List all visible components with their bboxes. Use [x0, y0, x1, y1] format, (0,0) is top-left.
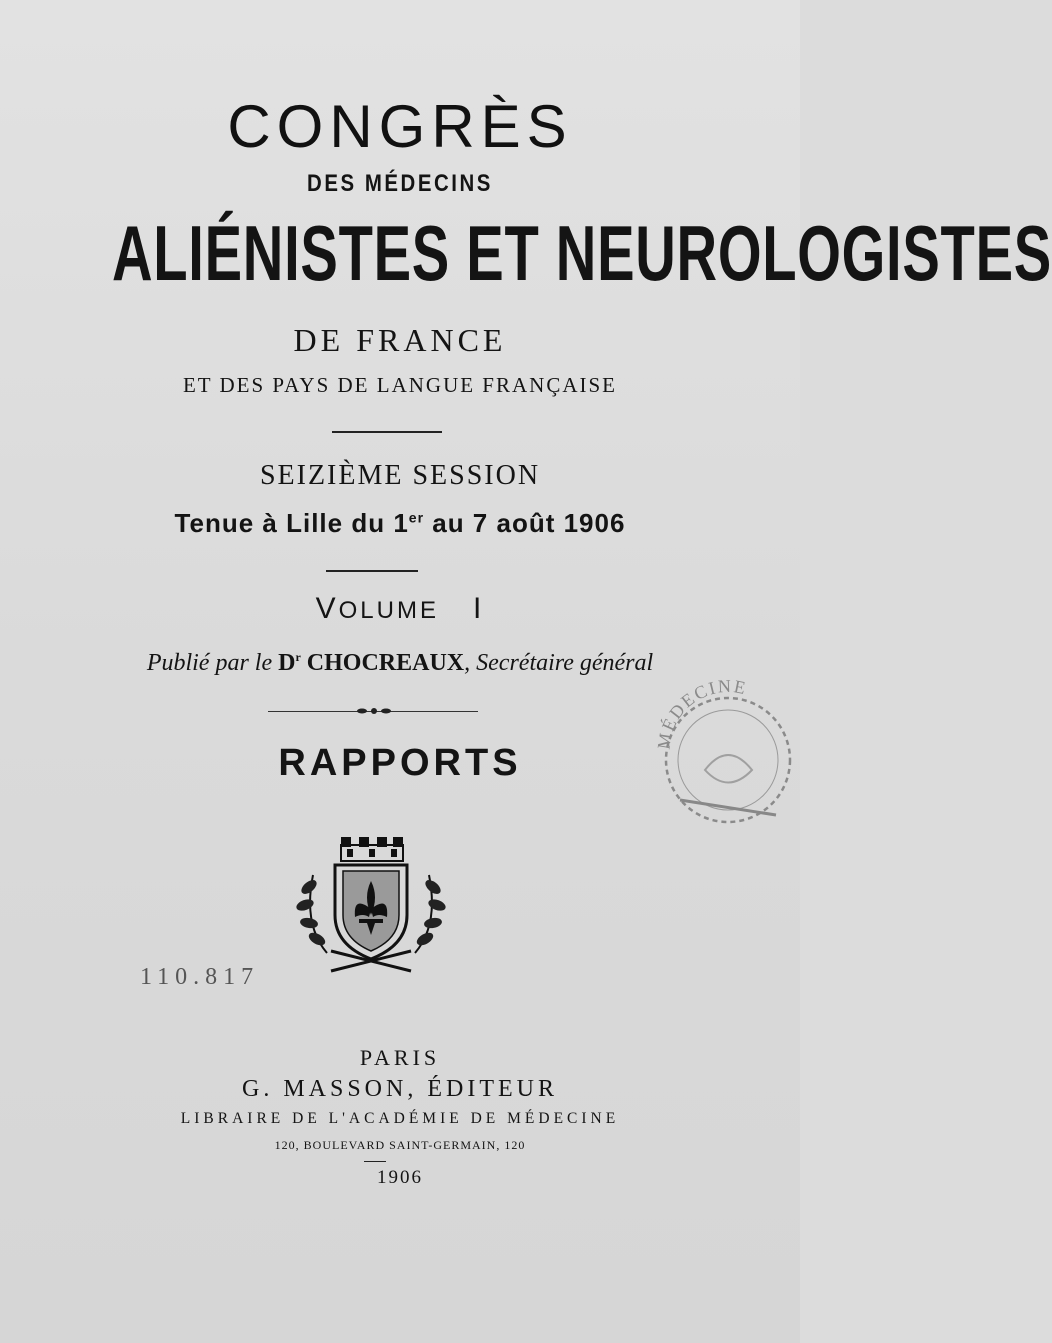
alienistes-neurologistes-title: ALIÉNISTES ET NEUROLOGISTES — [112, 209, 1052, 297]
publie-suffix: , Secrétaire général — [464, 650, 654, 676]
tenue-line — [0, 508, 800, 539]
volume-initial: V — [315, 592, 339, 625]
imprint-address: 120, BOULEVARD SAINT-GERMAIN, 120 — [274, 1138, 526, 1152]
volume-number: I — [473, 592, 485, 625]
tenue-superscript: er — [408, 509, 425, 526]
langue-francaise-line: ET DES PAYS DE LANGUE FRANÇAISE — [182, 373, 618, 397]
divider-rule — [364, 1161, 386, 1162]
publie-prefix: Publié par le — [146, 650, 279, 676]
imprint-libraire: LIBRAIRE DE L'ACADÉMIE DE MÉDECINE — [180, 1110, 620, 1127]
imprint-year: 1906 — [377, 1167, 423, 1188]
ornament-icon — [350, 706, 398, 716]
tenue-prefix: Tenue à Lille du 1 — [174, 508, 409, 538]
divider-rule — [326, 570, 418, 572]
volume-line — [0, 592, 800, 626]
tenue-suffix: au 7 août 1906 — [424, 508, 626, 538]
call-number: 110.817 — [140, 964, 260, 990]
imprint-publisher: G. MASSON, ÉDITEUR — [241, 1076, 558, 1102]
publie-dr: D — [278, 650, 296, 676]
session-line: SEIZIÈME SESSION — [259, 460, 541, 491]
svg-text:MÉDECINE — [653, 676, 749, 751]
stamp-text: MÉDECINE — [653, 675, 750, 751]
publie-name: CHOCREAUX — [300, 650, 465, 676]
publie-dr-superscript: r — [295, 650, 301, 664]
rapports-heading: RAPPORTS — [278, 742, 522, 784]
lille-coat-of-arms-icon — [287, 835, 455, 977]
library-stamp-icon — [640, 670, 800, 850]
congres-heading: CONGRÈS — [227, 93, 573, 160]
de-france-line: DE FRANCE — [293, 322, 507, 358]
volume-word: OLUME — [338, 597, 439, 624]
des-medecins-line: DES MÉDECINS — [307, 170, 493, 197]
imprint-city: PARIS — [359, 1045, 441, 1070]
divider-rule — [332, 431, 442, 433]
